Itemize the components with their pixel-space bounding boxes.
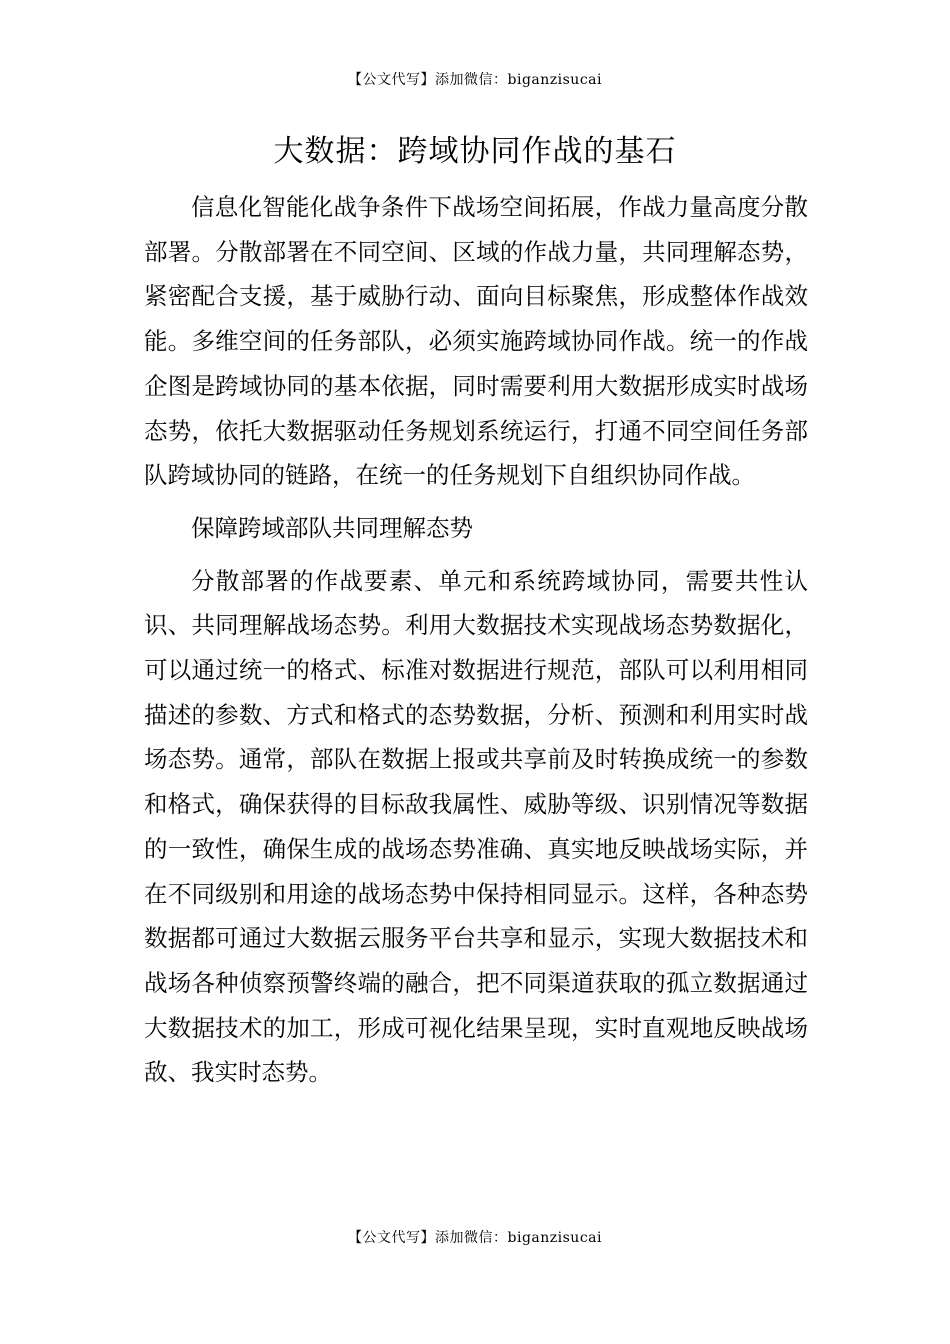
document-title: 大数据：跨域协同作战的基石 <box>273 134 677 169</box>
page-footer-watermark: 【公文代写】添加微信：biganzisucai <box>348 1230 602 1246</box>
document-body <box>144 185 808 1095</box>
section-heading: 保障跨域部队共同理解态势 <box>191 513 473 542</box>
body-paragraph-intro: 信息化智能化战争条件下战场空间拓展，作战力量高度分散部署。分散部署在不同空间、区域的作战力量，共同理解态势，紧密配合支援，基于威胁行动、面向目标聚焦，形成整体作战效能。多维空间的任务部队，必须实施跨域协同作战。统一的作战企图是跨域协同的基本依据，同时需要利用大数据形成实时战场态势，依托大数据驱动任务规划系统运行，打通不同空间任务部队跨域协同的链路，在统一的任务规划下自组织协同作战。 <box>144 193 808 490</box>
body-paragraph: 分散部署的作战要素、单元和系统跨域协同，需要共性认识、共同理解战场态势。利用大数据技术实现战场态势数据化，可以通过统一的格式、标准对数据进行规范，部队可以利用相同描述的参数、方式和格式的态势数据，分析、预测和利用实时战场态势。通常，部队在数据上报或共享前及时转换成统一的参数和格式，确保获得的目标敌我属性、威胁等级、识别情况等数据的一致性，确保生成的战场态势准确、真实地反映战场实际，并在不同级别和用途的战场态势中保持相同显示。这样，各种态势数据都可通过大数据云服务平台共享和显示，实现大数据技术和战场各种侦察预警终端的融合，把不同渠道获取的孤立数据通过大数据技术的加工，形成可视化结果呈现，实时直观地反映战场敌、我实时态势。 <box>144 566 808 1087</box>
page-header-watermark: 【公文代写】添加微信：biganzisucai <box>348 72 602 88</box>
